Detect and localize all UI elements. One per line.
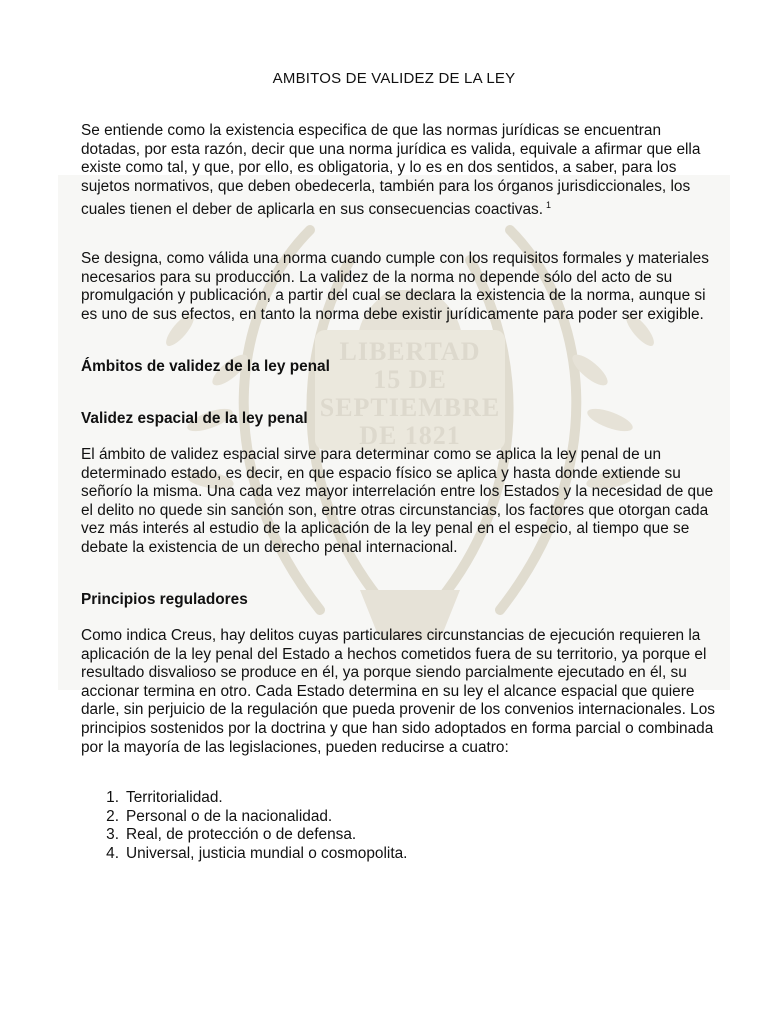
paragraph-definition [81,122,721,220]
list-item-number: 2. [106,807,119,825]
list-item-number: 1. [106,789,119,806]
watermark-text-4: DE 1821 [359,421,461,450]
list-item-text: Real, de protección o de defensa. [126,826,357,844]
list-item-text: Universal, justicia mundial o cosmopolita. [126,844,408,862]
list-item [81,845,407,864]
footnote-marker: 1 [546,200,552,211]
list-item-number: 3. [106,826,119,844]
document-title: AMBITOS DE VALIDEZ DE LA LEY [272,70,516,87]
heading-principios: Principios reguladores [81,591,248,608]
watermark-text-1: LIBERTAD [339,337,481,366]
paragraph-definition-text: Se entiende como la existencia especifica de que las normas jurídicas se encuentran dotadas, por esta razón, decir que una norma jurídica es valida, equivale a afirmar que ella existe como tal, y que, por ello, es obligatoria, y lo es en dos sentidos, a saber, para los sujetos normativos, que deben obedecerla, también para los órganos jurisdiccionales, los cuales tienen el deber de aplicarla en sus consecuencias coactivas. [81,122,701,219]
list-item [81,808,407,827]
list-item-text: Territorialidad. [126,789,223,806]
list-item-number: 4. [106,844,119,862]
paragraph-validity: Se designa, como válida una norma cuando cumple con los requisitos formales y materiales necesarios para su producción. La validez de la norma no depende sólo del acto de su promulgación y publicación, a partir del cual se declara la existencia de la norma, aunque si es uno de sus efectos, en tanto la norma debe existir jurídicamente para poder ser exigible. [81,250,709,323]
heading-ambitos: Ámbitos de validez de la ley penal [81,358,330,375]
heading-validez-espacial: Validez espacial de la ley penal [81,410,308,427]
list-item [81,826,407,845]
watermark-text-2: 15 DE [373,365,447,394]
paragraph-creus: Como indica Creus, hay delitos cuyas particulares circunstancias de ejecución requieren la aplicación de la ley penal del Estado a hechos cometidos fuera de su territorio, ya porque el resultado disvalioso se produce en él, ya porque siendo parcialmente ejecutado en él, su accionar termina en otro. Cada Estado determina en su ley el alcance espacial que quiere darle, sin perjuicio de la regulación que pueda provenir de los convenios internacionales. Los principios sostenidos por la doctrina y que han sido adoptados en forma parcial o combinada por la mayoría de las legislaciones, pueden reducirse a cuatro: [81,627,715,756]
paragraph-ambito-espacial: El ámbito de validez espacial sirve para determinar como se aplica la ley penal de un determinado estado, es decir, en que espacio físico se aplica y hasta donde extiende su señorío la misma. Una cada vez mayor interrelación entre los Estados y la necesidad de que el delito no quede sin sanción son, entre otras circunstancias, los factores que otorgan cada vez más interés al estudio de la aplicación de la ley penal en el especio, al tiempo que se debate la existencia de un derecho penal internacional. [81,446,714,556]
list-item [81,789,407,808]
watermark-text-3: SEPTIEMBRE [319,393,501,422]
list-item-text: Personal o de la nacionalidad. [126,807,333,825]
principles-list [81,789,407,863]
